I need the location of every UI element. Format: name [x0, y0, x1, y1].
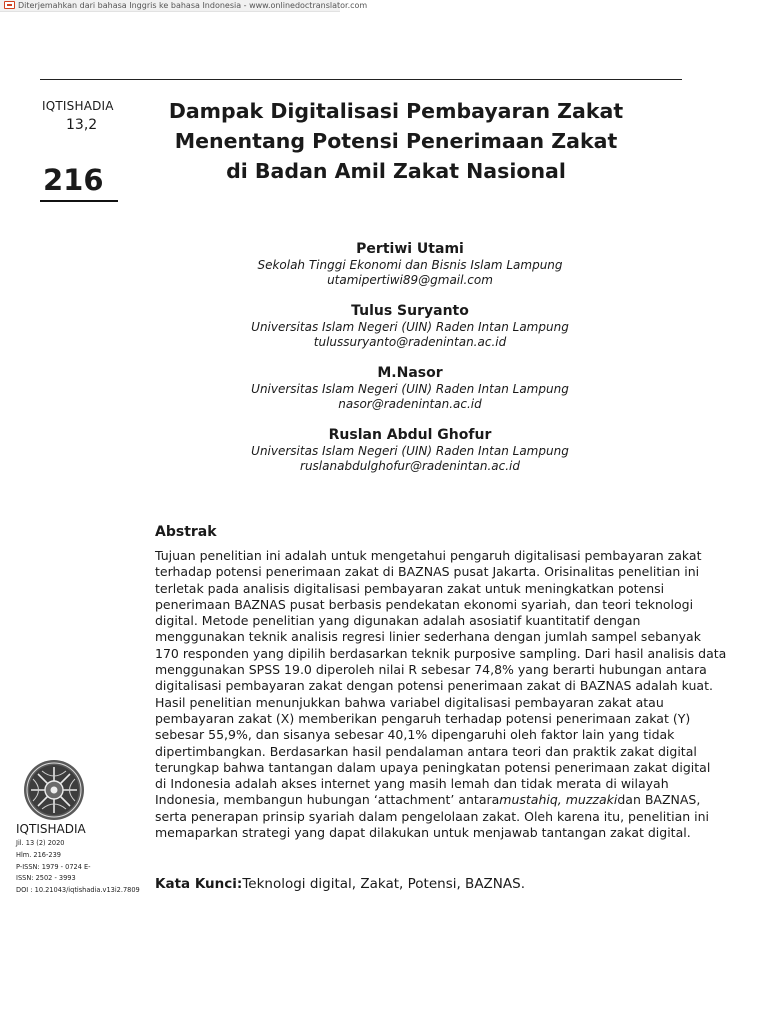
author-email[interactable]: tulussuryanto@radenintan.ac.id [313, 335, 507, 349]
abstract-line: 170 responden yang dipilih berdasarkan teknik purposive sampling. Dari hasil analisis data [155, 645, 727, 661]
footer-journal-name: IQTISHADIA [16, 822, 86, 836]
author-block [160, 240, 660, 302]
title-line: Menentang Potensi Penerimaan Zakat [174, 129, 618, 153]
abstract-line: menggunakan teknik analisis regresi linier sederhana dengan jumlah sampel sebanyak [155, 629, 701, 645]
author-name: Pertiwi Utami [356, 241, 464, 257]
meta-line: P-ISSN: 1979 - 0724 E- [16, 862, 91, 871]
article-title [158, 96, 634, 186]
title-line: di Badan Amil Zakat Nasional [226, 159, 566, 183]
keywords-label: Kata Kunci: [155, 876, 243, 892]
author-block [160, 426, 660, 488]
abstract-line-start: Indonesia, membangun hubungan ‘attachment’ antara [155, 792, 500, 808]
header-rule [40, 79, 682, 80]
keywords [155, 876, 525, 892]
abstract-line: Tujuan penelitian ini adalah untuk mengetahui pengaruh digitalisasi pembayaran zakat [155, 548, 702, 563]
abstract-line [155, 792, 701, 808]
translate-icon [4, 1, 15, 9]
abstract-line: di Indonesia adalah akses internet yang masih lemah dan tidak merata di wilayah [155, 776, 669, 792]
author-email[interactable]: utamipertiwi89@gmail.com [327, 273, 493, 287]
abstract-line: digital. Metode penelitian yang digunakan adalah asosiatif kuantitatif dengan [155, 613, 641, 629]
abstract-line-end: dan BAZNAS, [617, 792, 701, 808]
abstract-line: memaparkan strategi yang dapat dilakukan untuk menjawab tantangan zakat digital. [155, 825, 691, 841]
keywords-value: Teknologi digital, Zakat, Potensi, BAZNAS. [242, 876, 525, 892]
abstract-line: menggunakan SPSS 19.0 diperoleh nilai R sebesar 74,8% yang berarti hubungan antara [155, 662, 707, 678]
abstract-line: dipertimbangkan. Berdasarkan hasil pendalaman antara teori dan praktik zakat digital [155, 743, 697, 759]
abstract-italic-terms: mustahiq, muzzaki [499, 792, 618, 808]
author-name: Ruslan Abdul Ghofur [328, 427, 492, 443]
author-affiliation: Universitas Islam Negeri (UIN) Raden Intan Lampung [251, 382, 569, 396]
abstract-line: serta penerapan prinsip syariah dalam pengelolaan zakat. Oleh karena itu, penelitian ini [155, 808, 710, 824]
title-line: Dampak Digitalisasi Pembayaran Zakat [168, 99, 624, 123]
author-affiliation: Universitas Islam Negeri (UIN) Raden Intan Lampung [251, 320, 569, 334]
meta-line: Jil. 13 (2) 2020 [16, 839, 65, 847]
abstract-line: Hasil penelitian menunjukkan bahwa variabel digitalisasi pembayaran zakat atau [155, 694, 664, 710]
journal-name: IQTISHADIA [42, 99, 114, 113]
author-block [160, 364, 660, 426]
author-affiliation: Sekolah Tinggi Ekonomi dan Bisnis Islam Lampung [257, 258, 563, 272]
abstract-line: digitalisasi pembayaran zakat dengan potensi penerimaan zakat di BAZNAS adalah kuat. [155, 678, 713, 694]
abstract-body [155, 548, 727, 841]
journal-seal-logo [22, 759, 86, 821]
author-block [160, 302, 660, 364]
abstract-line: terhadap potensi penerimaan zakat di BAZNAS pusat Jakarta. Orisinalitas penelitian ini [155, 564, 700, 580]
banner-text: Diterjemahkan dari bahasa Inggris ke bahasa Indonesia - www.onlinedoctranslator.com [18, 1, 368, 10]
author-list [160, 240, 660, 488]
journal-volume: 13,2 [66, 117, 98, 133]
abstract-line: penerimaan BAZNAS pusat berbasis pendekatan ekonomi syariah, dan teori teknologi [155, 596, 694, 612]
page-number: 216 [43, 163, 104, 197]
author-email[interactable]: nasor@radenintan.ac.id [338, 397, 482, 411]
page-number-rule [40, 200, 118, 202]
author-name: Tulus Suryanto [351, 303, 469, 319]
abstract-heading: Abstrak [155, 524, 217, 540]
meta-line: DOI : 10.21043/iqtishadia.v13i2.7809 [16, 886, 140, 895]
abstract-line: terletak pada analisis digitalisasi pembayaran zakat untuk meningkatkan potensi [155, 580, 665, 596]
meta-line: Hlm. 216-239 [16, 850, 61, 859]
translator-banner[interactable] [0, 0, 368, 12]
author-email[interactable]: ruslanabdulghofur@radenintan.ac.id [300, 459, 520, 473]
abstract-line: sebesar 55,9%, dan sisanya sebesar 40,1% dipengaruhi oleh faktor lain yang tidak [155, 727, 675, 743]
abstract-line: terungkap bahwa tantangan dalam upaya peningkatan potensi penerimaan zakat digital [155, 759, 711, 775]
author-name: M.Nasor [377, 365, 443, 381]
meta-line: ISSN: 2502 - 3993 [16, 874, 76, 883]
publication-meta [16, 838, 140, 897]
abstract-line: pembayaran zakat (X) memberikan pengaruh terhadap potensi penerimaan zakat (Y) [155, 710, 691, 726]
author-affiliation: Universitas Islam Negeri (UIN) Raden Intan Lampung [251, 444, 569, 458]
